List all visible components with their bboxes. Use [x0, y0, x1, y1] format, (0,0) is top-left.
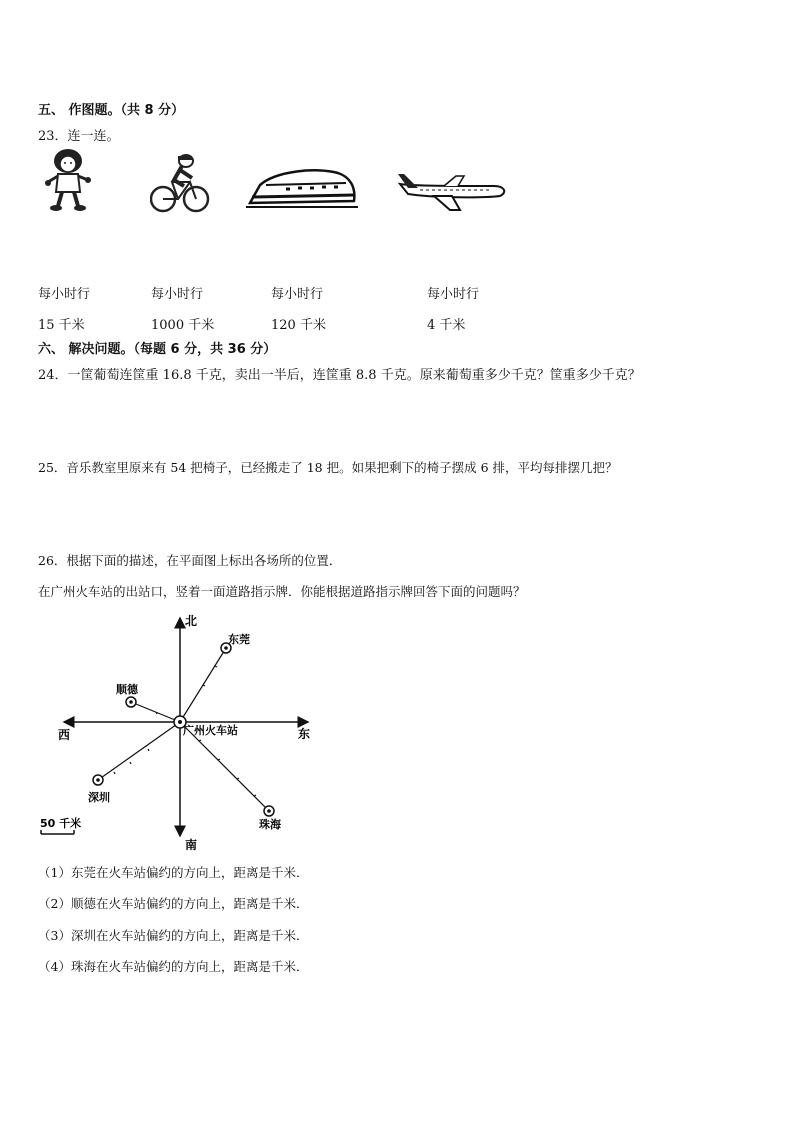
speed-value-2: 1000 千米: [151, 318, 215, 333]
direction-map: [30, 608, 330, 854]
station-label: 广州火车站: [183, 724, 238, 737]
section-5-heading: 五、 作图题。（共 8 分）: [38, 103, 185, 118]
subquestion-3: （3）深圳在火车站偏约的方向上，距离是千米．: [38, 928, 309, 943]
north-label: 北: [185, 614, 198, 628]
shunde-label: 顺德: [116, 683, 138, 696]
question-25: 25．音乐教室里原来有 54 把椅子，已经搬走了 18 把。如果把剩下的椅子摆成 6 排，平均每排摆几把？: [38, 460, 618, 475]
question-24: 24．一筐葡萄连筐重 16.8 千克，卖出一半后，连筐重 8.8 千克。原来葡萄重多少千克？筐重多少千克？: [38, 368, 641, 383]
speed-value-1: 15 千米: [38, 318, 85, 333]
cyclist-picture: [150, 152, 210, 214]
question-26-intro: 在广州火车站的出站口，竖着一面道路指示牌．你能根据道路指示牌回答下面的问题吗？: [38, 584, 526, 599]
scale-label: 50 千米: [40, 817, 82, 830]
west-label: 西: [58, 728, 71, 742]
route-shenzhen: [98, 722, 180, 780]
subquestion-2: （2）顺德在火车站偏约的方向上，距离是千米．: [38, 896, 309, 911]
question-26-stem: 26．根据下面的描述，在平面图上标出各场所的位置．: [38, 553, 342, 568]
speed-label-4: 每小时行: [427, 287, 480, 302]
zhuhai-label: 珠海: [259, 818, 281, 831]
child-walking-picture: [44, 146, 92, 212]
south-label: 南: [185, 838, 198, 852]
shenzhen-marker: [93, 775, 103, 785]
train-picture: [246, 163, 358, 211]
subquestion-1: （1）东莞在火车站偏约的方向上，距离是千米．: [38, 865, 309, 880]
speed-value-3: 120 千米: [271, 318, 326, 333]
subquestion-4: （4）珠海在火车站偏约的方向上，距离是千米．: [38, 959, 309, 974]
speed-value-4: 4 千米: [427, 318, 466, 333]
shenzhen-label: 深圳: [88, 791, 110, 804]
speed-label-3: 每小时行: [271, 287, 324, 302]
speed-label-2: 每小时行: [151, 287, 204, 302]
question-23-stem: 23．连一连。: [38, 129, 120, 144]
scale-bar: [41, 830, 74, 834]
speed-label-1: 每小时行: [38, 287, 91, 302]
section-6-heading: 六、 解决问题。（每题 6 分，共 36 分）: [38, 342, 277, 357]
east-label: 东: [298, 727, 311, 741]
dongguan-label: 东莞: [228, 633, 250, 646]
route-shunde: [131, 702, 180, 722]
airplane-picture: [394, 170, 510, 212]
zhuhai-marker: [264, 806, 274, 816]
shunde-marker: [126, 697, 136, 707]
